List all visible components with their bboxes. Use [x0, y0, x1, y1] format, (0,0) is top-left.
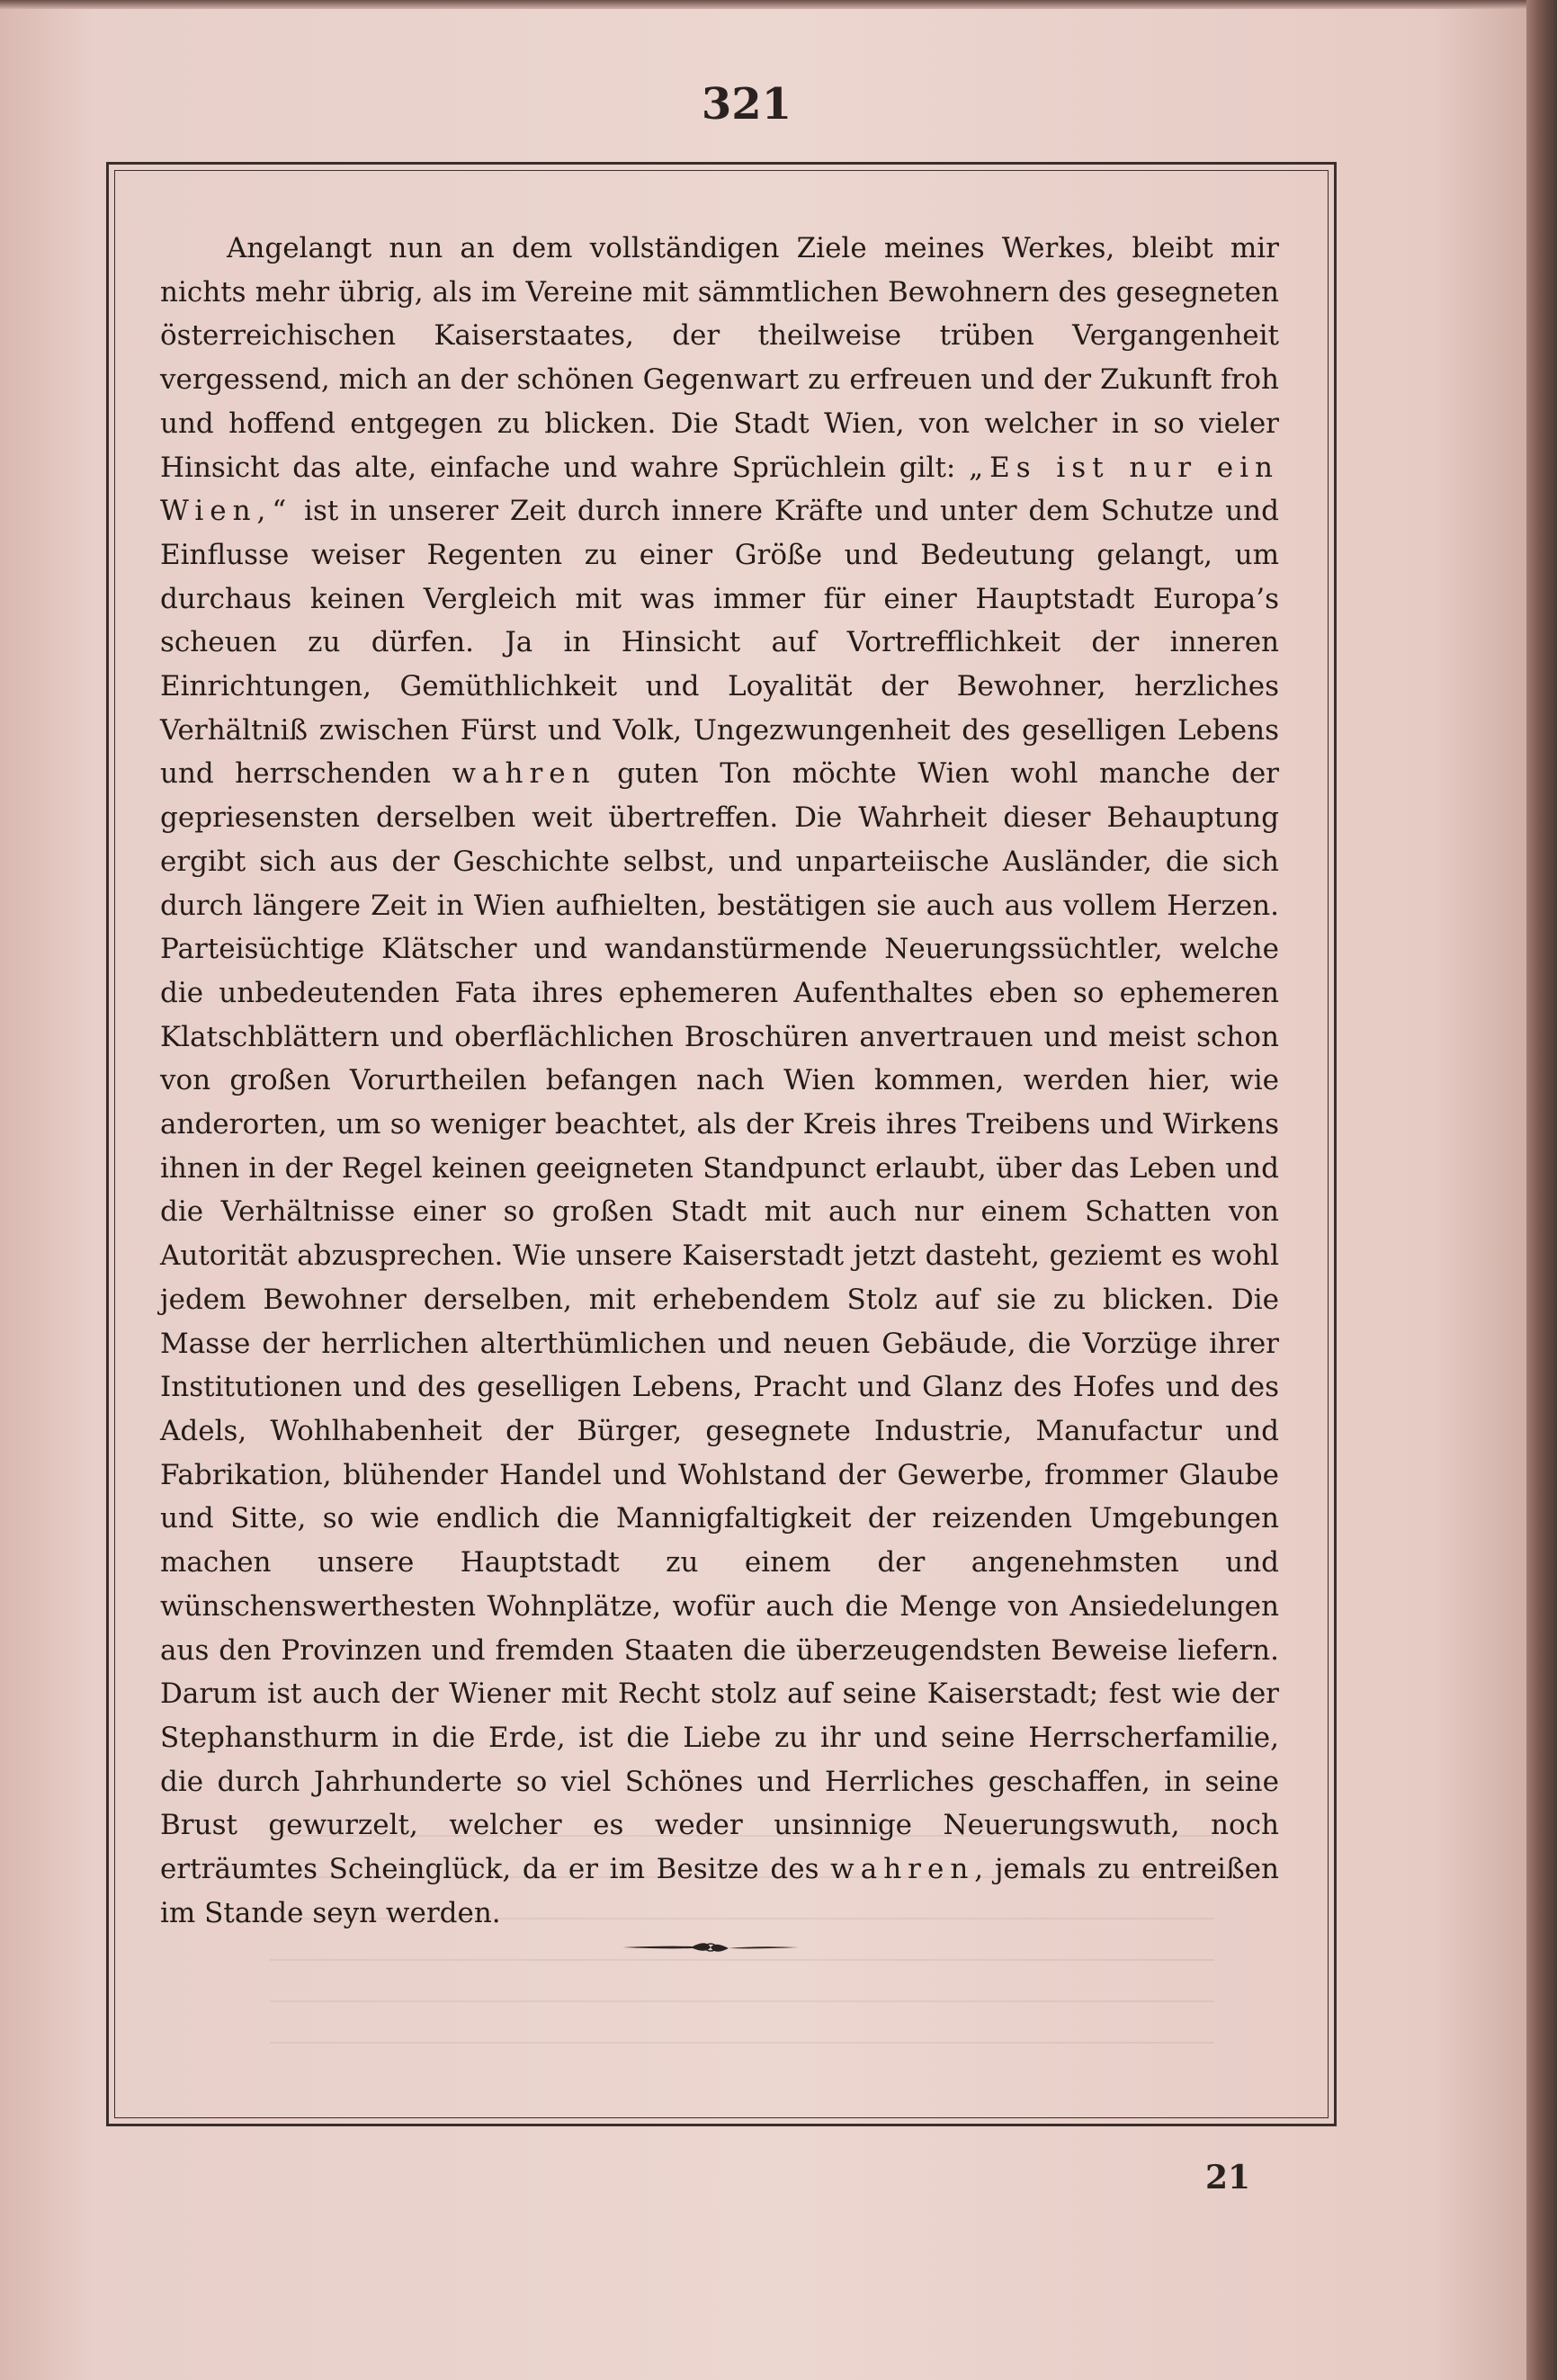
ornament-divider — [621, 1934, 801, 1961]
body-text — [160, 227, 1279, 1935]
spaced-word: wahren — [452, 757, 596, 791]
text-run: ist in unserer Zeit durch innere Kräfte und unter dem Schutze und Einflusse weiser Regenten zu einer Größe und Bedeutung gelangt, um durchaus keinen Vergleich mit was immer für einer Hauptstadt Europa’s scheuen zu dürfen. Ja in Hinsicht auf Vortrefflichkeit der inneren Einrichtungen, Gemüthlichkeit und Loyalität der Bewohner, herzliches Verhältniß zwischen Fürst und Volk, Ungezwungenheit des geselligen Lebens und herrschenden — [160, 495, 1279, 791]
spaced-quote: „Es ist nur ein Wien,“ — [160, 451, 1280, 528]
signature-mark: 21 — [1205, 2159, 1251, 2197]
page-number: 321 — [701, 79, 792, 130]
page-top-edge — [0, 0, 1557, 9]
text-run: Angelangt nun an dem vollständigen Ziele meines Werkes, bleibt mir nichts mehr übrig, als im Vereine mit sämmtlichen Bewohnern des gesegneten österreichischen Kaiserstaates, der theilweise trüben Vergangenheit vergessend, mich an der schönen Gegenwart zu erfreuen und der Zukunft froh und hoffend entgegen zu blicken. Die Stadt Wien, von welcher in so vieler Hinsicht das alte, einfache und wahre Sprüchlein gilt: — [160, 232, 1279, 484]
spaced-word: wahren — [830, 1853, 975, 1886]
page-right-edge — [1526, 0, 1557, 2380]
paragraph — [160, 227, 1279, 1935]
text-run: guten Ton möchte Wien wohl manche der gepriesensten derselben weit übertreffen. Die Wahrheit dieser Behauptung ergibt sich aus der Geschichte selbst, und unparteiische Ausländer, die sich durch längere Zeit in Wien aufhielten, bestätigen sie auch aus vollem Herzen. Parteisüchtige Klätscher und wandanstürmende Neuerungssüchtler, welche die unbedeutenden Fata ihres ephemeren Aufenthaltes eben so ephemeren Klatschblättern und oberflächlichen Broschüren anvertrauen und meist schon von großen Vorurtheilen befangen nach Wien kommen, werden hier, wie anderorten, um so weniger beachtet, als der Kreis ihres Treibens und Wirkens ihnen in der Regel keinen geeigneten Standpunct erlaubt, über das Leben und die Verhältnisse einer so großen Stadt mit auch nur einem Schatten von Autorität abzusprechen. Wie unsere Kaiserstadt jetzt dasteht, geziemt es wohl jedem Bewohner derselben, mit erhebendem Stolz auf sie zu blicken. Die Masse der herrlichen alterthümlichen und neuen Gebäude, die Vorzüge ihrer Institutionen und des geselligen Lebens, Pracht und Glanz des Hofes und des Adels, Wohlhabenheit der Bürger, gesegnete Industrie, Manufactur und Fabrikation, blühender Handel und Wohlstand der Gewerbe, frommer Glaube und Sitte, so wie endlich die Mannigfaltigkeit der reizenden Umgebungen machen unsere Hauptstadt zu einem der angenehmsten und wünschenswerthesten Wohnplätze, wofür auch die Menge von Ansiedelungen aus den Provinzen und fremden Staaten die überzeugendsten Beweise liefern. Darum ist auch der Wiener mit Recht stolz auf seine Kaiserstadt; fest wie der Stephansthurm in die Erde, ist die Liebe zu ihr und seine Herrscherfamilie, die durch Jahrhunderte so viel Schönes und Herrliches geschaffen, in seine Brust gewurzelt, welcher es weder unsinnige Neuerungswuth, noch erträumtes Scheinglück, da er im Besitze des — [160, 757, 1280, 1886]
text-run: , jemals zu entreißen im Stande seyn werden. — [160, 1853, 1279, 1929]
